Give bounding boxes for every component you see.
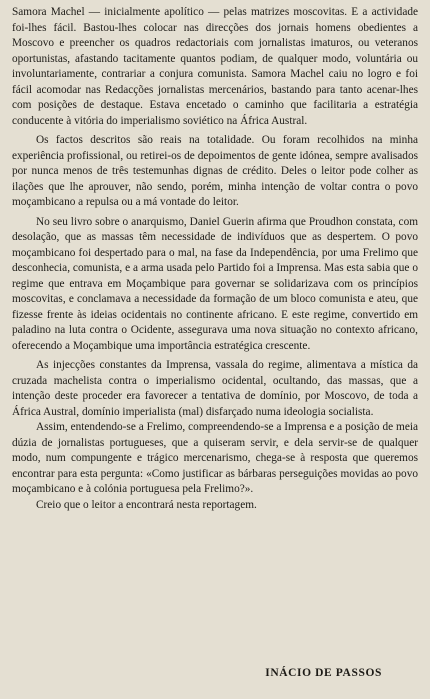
author-signature: INÁCIO DE PASSOS — [265, 667, 382, 679]
paragraph-6: Creio que o leitor a encontrará nesta reportagem. — [36, 498, 257, 511]
paragraph-1: Samora Machel — inicialmente apolítico — pelas matrizes moscovitas. E a actividade foi-lhes fácil. Bastou-lhes colocar nas direcções dos jornais homens obedientes a Moscovo e preencher os quadros redactoriais com jornalistas imaturos, ou veteranos oportunistas, afastando tacitamente quantos podiam, de qualquer modo, voluntária ou involuntariamente, contrariar a conjura comunista. Samora Machel caiu no logro e foi fácil acomodar nas Redacções jornalistas mercenários, bastando para tanto acenar-lhes com posições de destaque. Estava encetado o caminho que facilitaria a estratégia conducente à vitória do imperialismo soviético na África Austral. — [12, 6, 418, 127]
paragraph-3: No seu livro sobre o anarquismo, Daniel Guerin afirma que Proudhon constata, com desolação, que as massas têm necessidade de indivíduos que as despertem. O povo moçambicano foi despertado para o mal, na fase da Independência, por uma Frelimo que desconhecia, comunista, e a arma usada pelo Partido foi a Imprensa. Mas esta sabia que o regime que entrava em Moçambique para governar se solidarizava com os princípios moscovitas, e conclamava a necessidade da formação de um bloco comunista e ateu, que fizesse frente às ideias ocidentais no continente africano. E este regime, convertido em paladino na luta contra o Ocidente, assegurava uma nova situação no contexto africano, oferecendo a Moçambique uma importância estratégica crescente. — [12, 215, 418, 352]
paragraph-2: Os factos descritos são reais na totalidade. Ou foram recolhidos na minha experiência profissional, ou retirei-os de depoimentos de gente idónea, sempre avalisados por nunca menos de três testemunhas dignas de crédito. Deles o leitor pode colher as ilações que lhe aprouver, não sendo, porém, minha intenção de voltar contra o povo moçambicano a repulsa ou a má vontade do leitor. — [12, 134, 418, 208]
paragraph-5: Assim, entendendo-se a Frelimo, compreendendo-se a Imprensa e a posição de meia dúzia de jornalistas portugueses, que a quiseram servir, e dela servir-se de qualquer modo, num compungente e trágico mercenarismo, chega-se à resposta que queremos encontrar para esta pergunta: «Como justificar as bárbaras perseguições movidas ao povo moçambicano e à colónia portuguesa pela Frelimo?». — [12, 421, 418, 495]
paragraph-4: As injecções constantes da Imprensa, vassala do regime, alimentava a mística da cruzada machelista contra o imperialismo ocidental, ocultando, das massas, que a intenção deste proceder era favorecer a tentativa de domínio, por Moscovo, de toda a África Austral, domínio imperialista (mal) disfarçado numa ideologia socialista. — [12, 359, 418, 418]
